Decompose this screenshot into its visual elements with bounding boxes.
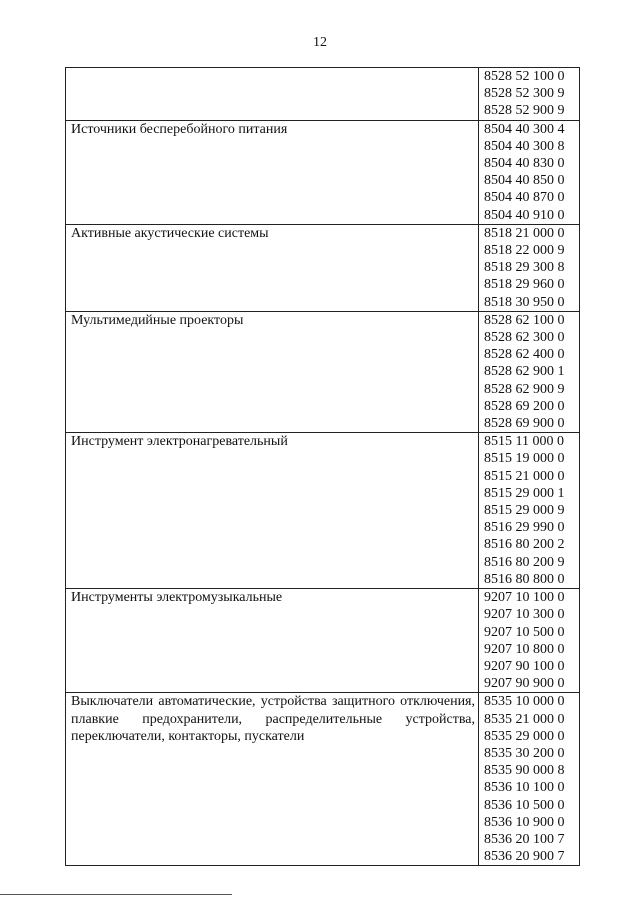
tnved-code: 9207 10 800 0 <box>484 641 565 657</box>
tnved-code: 8518 29 960 0 <box>484 277 565 293</box>
tnved-code: 8518 29 300 8 <box>484 260 565 276</box>
tnved-code: 8528 52 300 9 <box>484 86 565 102</box>
tnved-code: 8528 62 100 0 <box>484 312 565 328</box>
table-row <box>66 68 580 121</box>
tnved-code: 8535 10 000 0 <box>484 694 565 710</box>
tnved-code: 8515 11 000 0 <box>484 434 564 450</box>
tnved-code: 9207 10 500 0 <box>484 624 565 640</box>
table-row <box>66 311 580 432</box>
tnved-codes-cell <box>479 311 580 432</box>
tnved-code: 8518 21 000 0 <box>484 225 565 241</box>
table-body <box>66 68 580 866</box>
tnved-code: 8504 40 850 0 <box>484 173 565 189</box>
product-name-cell: Инструмент электронагревательный <box>66 433 479 589</box>
tnved-code: 8528 69 900 0 <box>484 416 565 432</box>
tnved-code: 8535 21 000 0 <box>484 711 565 727</box>
product-name-cell: Активные акустические системы <box>66 224 479 311</box>
tnved-code: 8528 62 300 0 <box>484 330 565 346</box>
table-row <box>66 693 580 866</box>
footnote-divider <box>0 894 232 895</box>
product-name-cell <box>66 68 479 121</box>
tnved-code: 8536 20 900 7 <box>484 849 565 865</box>
tnved-code: 8536 10 100 0 <box>484 780 565 796</box>
tnved-code: 8528 52 900 9 <box>484 103 565 119</box>
tnved-code: 8516 29 990 0 <box>484 520 565 536</box>
table-row <box>66 120 580 224</box>
tnved-codes-cell <box>479 589 580 693</box>
product-codes-table <box>65 67 580 866</box>
tnved-code: 8504 40 300 8 <box>484 138 565 154</box>
tnved-code: 8536 10 500 0 <box>484 797 565 813</box>
tnved-code: 8516 80 200 2 <box>484 537 565 553</box>
tnved-code: 8518 22 000 9 <box>484 243 565 259</box>
table-row <box>66 433 580 589</box>
tnved-code: 8515 21 000 0 <box>484 468 565 484</box>
tnved-code: 9207 10 100 0 <box>484 590 565 606</box>
product-name-cell: Выключатели автоматические, устройства защитного отключения, плавкие предохранители, распределительные устройства, переключатели, контакторы, пускатели <box>66 693 479 866</box>
table-row <box>66 224 580 311</box>
product-name-cell: Мультимедийные проекторы <box>66 311 479 432</box>
tnved-code: 9207 10 300 0 <box>484 607 565 623</box>
tnved-code: 8528 69 200 0 <box>484 398 565 414</box>
tnved-codes-cell <box>479 433 580 589</box>
page-number: 12 <box>313 35 327 50</box>
table-row <box>66 589 580 693</box>
tnved-code: 8504 40 910 0 <box>484 207 565 223</box>
tnved-code: 8504 40 870 0 <box>484 190 565 206</box>
tnved-code: 8535 29 000 0 <box>484 728 565 744</box>
tnved-code: 8535 30 200 0 <box>484 745 565 761</box>
tnved-code: 8535 90 000 8 <box>484 763 565 779</box>
tnved-code: 8528 62 900 9 <box>484 381 565 397</box>
tnved-code: 9207 90 900 0 <box>484 676 565 692</box>
tnved-code: 8504 40 830 0 <box>484 156 565 172</box>
tnved-code: 8515 29 000 9 <box>484 503 565 519</box>
tnved-code: 8536 20 100 7 <box>484 831 565 847</box>
tnved-codes-cell <box>479 224 580 311</box>
tnved-code: 9207 90 100 0 <box>484 658 565 674</box>
tnved-code: 8528 52 100 0 <box>484 69 565 84</box>
tnved-code: 8528 62 400 0 <box>484 347 565 363</box>
tnved-codes-cell <box>479 693 580 866</box>
tnved-codes-cell <box>479 68 580 121</box>
tnved-code: 8515 29 000 1 <box>484 485 565 501</box>
tnved-code: 8504 40 300 4 <box>484 121 565 137</box>
tnved-codes-cell <box>479 120 580 224</box>
product-name-cell: Источники бесперебойного питания <box>66 120 479 224</box>
tnved-code: 8516 80 200 9 <box>484 554 565 570</box>
product-name-cell: Инструменты электромузыкальные <box>66 589 479 693</box>
tnved-code: 8528 62 900 1 <box>484 364 565 380</box>
tnved-code: 8516 80 800 0 <box>484 571 565 587</box>
tnved-code: 8515 19 000 0 <box>484 451 565 467</box>
tnved-code: 8518 30 950 0 <box>484 294 565 310</box>
tnved-code: 8536 10 900 0 <box>484 814 565 830</box>
